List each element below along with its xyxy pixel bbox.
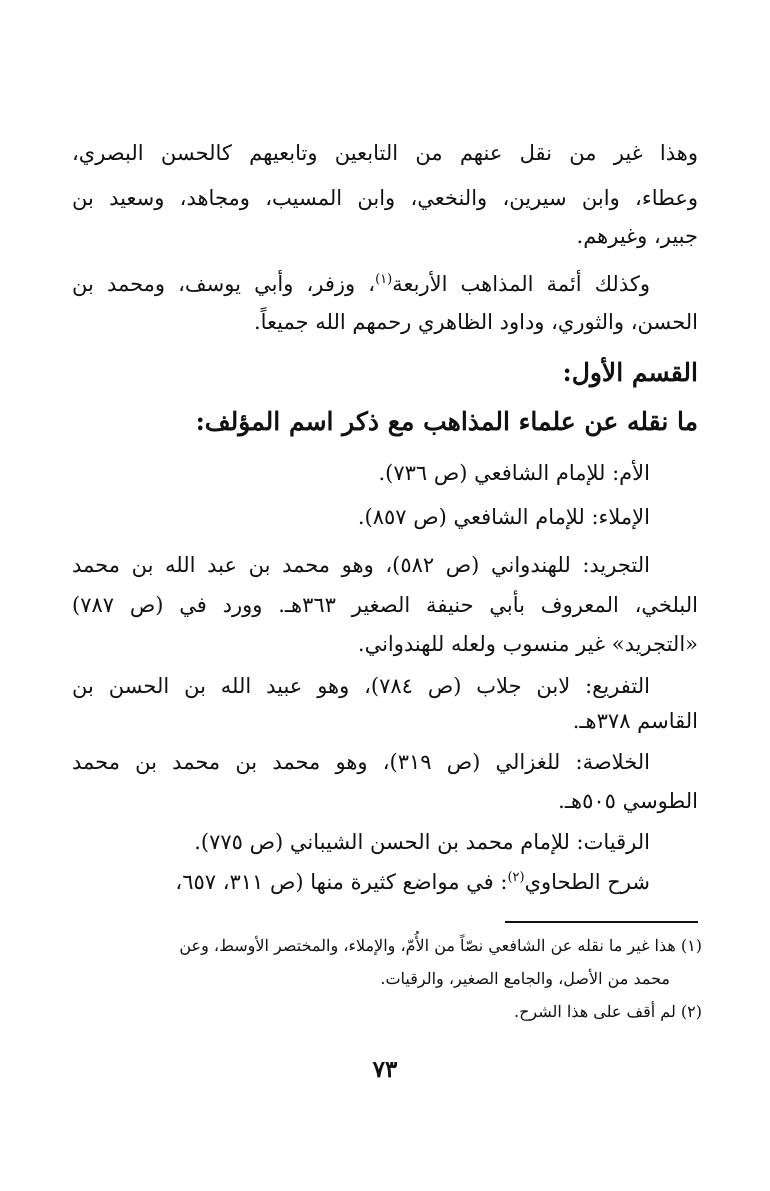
paragraph-2-line-2: الحسن، والثوري، وداود الظاهري رحمهم الله جميعاً. — [253, 310, 698, 334]
entry-sharh-rest: : في مواضع كثيرة منها (ص ٣١١، ٦٥٧، — [175, 870, 508, 894]
entry-umm: الأم: للإمام الشافعي (ص ٧٣٦). — [378, 461, 650, 485]
paragraph-1-line-2: وعطاء، وابن سيرين، والنخعي، وابن المسيب، ومجاهد، وسعيد بن — [72, 186, 698, 210]
footnote-2: (٢) لم أقف على هذا الشرح. — [514, 1002, 702, 1021]
footnote-1-line-2: محمد من الأصل، والجامع الصغير، والرقيات. — [380, 969, 670, 988]
entry-tafri-line-1: التفريع: لابن جلاب (ص ٧٨٤)، وهو عبيد الله بن الحسن بن — [72, 674, 650, 698]
paragraph-1-line-1: وهذا غير من نقل عنهم من التابعين وتابعيهم كالحسن البصري، — [72, 141, 698, 165]
page-number: ٧٣ — [372, 1056, 398, 1083]
entry-sharh — [72, 862, 650, 902]
paragraph-2-line-1-end: ، وزفر، وأبي يوسف، ومحمد بن — [72, 272, 376, 296]
paragraph-1-line-3: جبير، وغيرهم. — [576, 224, 698, 248]
entry-ruqayyat: الرقيات: للإمام محمد بن الحسن الشيباني (ص ٧٧٥). — [194, 830, 650, 854]
paragraph-2-line-1-start: وكذلك أئمة المذاهب الأربعة — [392, 272, 650, 296]
footnote-1-line-1: (١) هذا غير ما نقله عن الشافعي نصّاً من الأُمّ، والإملاء، والمختصر الأوسط، وعن — [179, 936, 702, 955]
subsection-heading: ما نقله عن علماء المذاهب مع ذكر اسم المؤلف: — [195, 407, 698, 436]
entry-tafri-line-2: القاسم ٣٧٨هـ. — [572, 709, 698, 733]
entry-sharh-label: شرح الطحاوي — [524, 870, 650, 894]
footnote-ref-2: (٢) — [507, 870, 525, 885]
footnote-ref-1: (١) — [375, 272, 393, 287]
entry-khulasa-line-1: الخلاصة: للغزالي (ص ٣١٩)، وهو محمد بن محمد بن محمد — [72, 750, 650, 774]
entry-tajrid-line-2: البلخي، المعروف بأبي حنيفة الصغير ٣٦٣هـ. وورد في (ص ٧٨٧) — [72, 593, 698, 617]
entry-tajrid-line-1: التجريد: للهندواني (ص ٥٨٢)، وهو محمد بن عبد الله بن محمد — [72, 553, 650, 577]
entry-tajrid-line-3: «التجريد» غير منسوب ولعله للهندواني. — [357, 632, 698, 656]
entry-khulasa-line-2: الطوسي ٥٠٥هـ. — [558, 789, 698, 813]
paragraph-2-line-1 — [72, 264, 650, 304]
entry-imla: الإملاء: للإمام الشافعي (ص ٨٥٧). — [357, 505, 650, 529]
footnote-separator — [505, 921, 698, 923]
section-heading: القسم الأول: — [562, 358, 698, 387]
